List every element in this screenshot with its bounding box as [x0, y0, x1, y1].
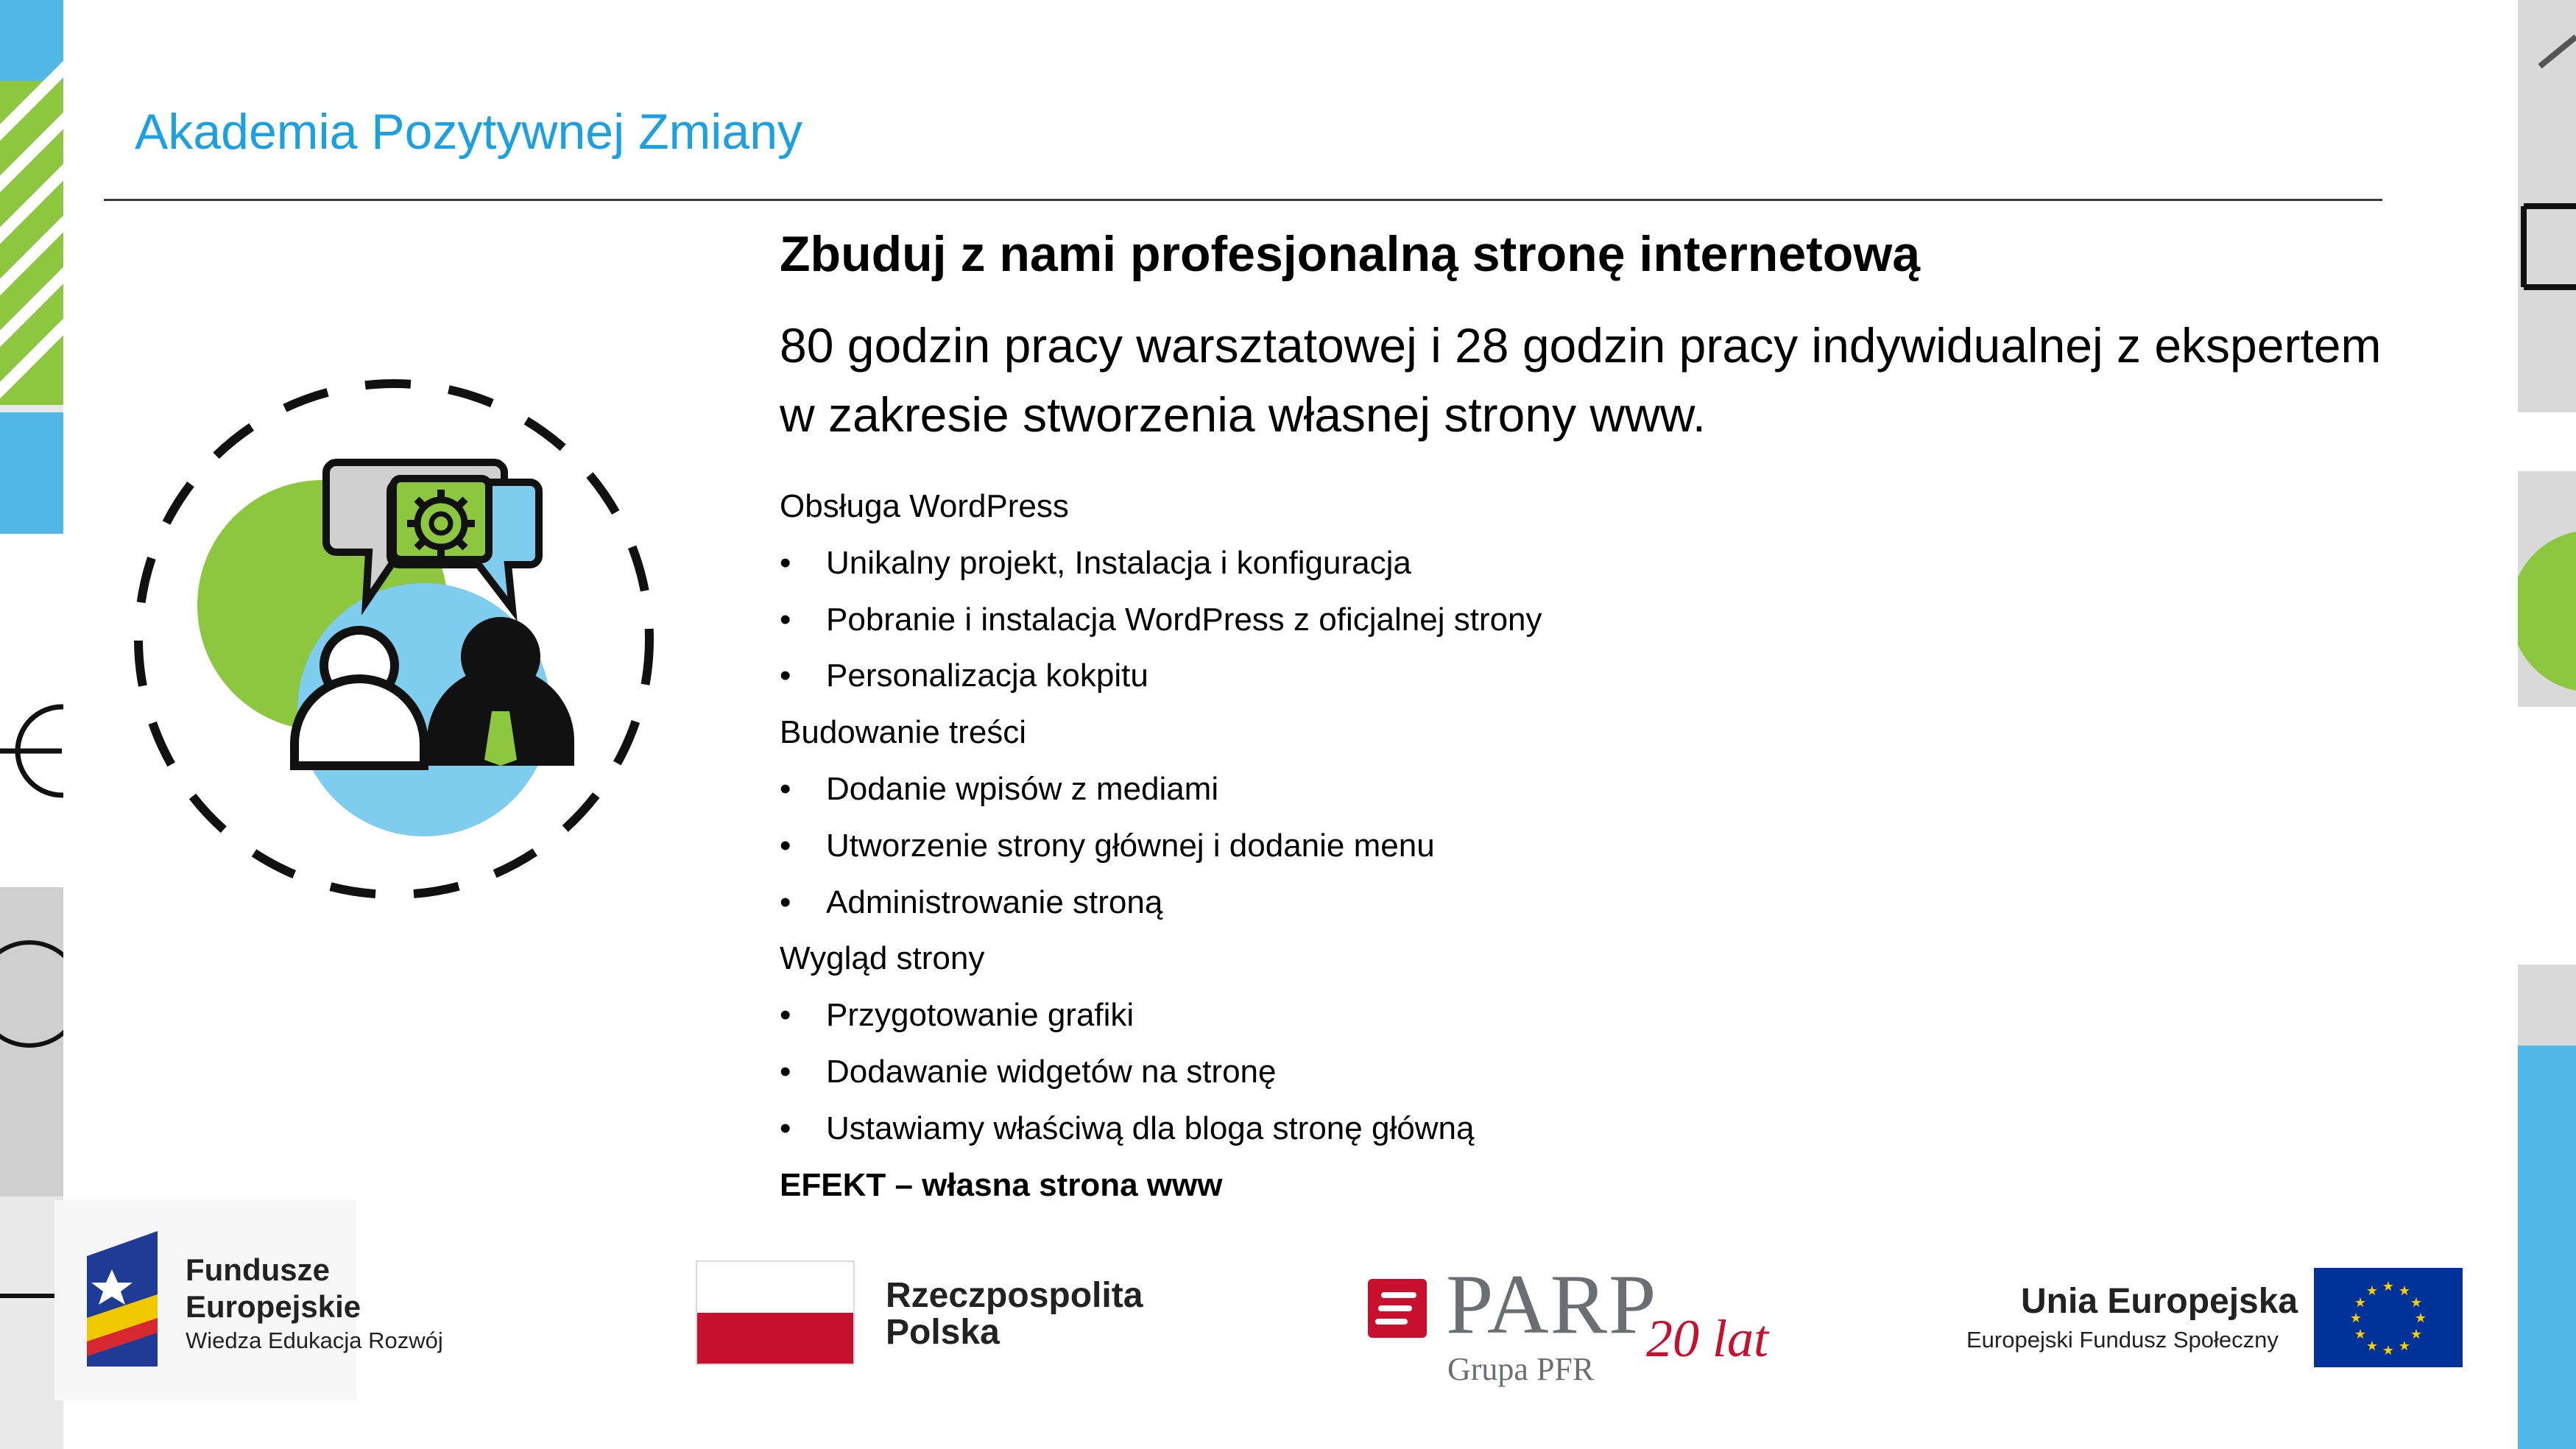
rp-logo-line1: Rzeczpospolita	[886, 1276, 1143, 1315]
svg-text:★: ★	[2382, 1279, 2395, 1294]
fe-logo-line2: Europejskie	[186, 1289, 361, 1324]
eu-stars	[2314, 1268, 2463, 1367]
ue-logo-subtitle: Europejski Fundusz Społeczny	[1966, 1327, 2279, 1353]
consultation-icon	[133, 368, 663, 928]
poland-flag-icon	[696, 1261, 855, 1365]
parp-logo-icon	[1368, 1279, 1427, 1338]
fe-logo-subtitle: Wiedza Edukacja Rozwój	[186, 1328, 443, 1353]
fe-logo-title	[186, 1252, 361, 1325]
svg-text:★: ★	[2354, 1327, 2367, 1342]
rp-logo-line2: Polska	[886, 1313, 1000, 1352]
list-item-text: Przygotowanie grafiki	[826, 997, 1135, 1034]
list-item-text: Utworzenie strony głównej i dodanie menu	[826, 827, 1435, 864]
list-item-text: Personalizacja kokpitu	[826, 657, 1148, 694]
svg-text:★: ★	[2398, 1339, 2411, 1354]
svg-text:★: ★	[2365, 1339, 2379, 1354]
list-item-text: Dodawanie widgetów na stronę	[826, 1053, 1277, 1090]
list-item	[780, 648, 2473, 705]
svg-text:★: ★	[2382, 1343, 2395, 1358]
list-item	[780, 818, 2473, 875]
list-item	[780, 1044, 2473, 1101]
svg-text:★: ★	[2414, 1311, 2427, 1326]
list-item-text: Dodanie wpisów z mediami	[826, 770, 1219, 807]
parp-anniversary: 20 lat	[1646, 1309, 1769, 1368]
fe-logo-icon	[87, 1231, 158, 1367]
list-item-text: Unikalny projekt, Instalacja i konfiguracja	[826, 544, 1411, 581]
list-item-text: Pobranie i instalacja WordPress z oficjalnej strony	[826, 601, 1542, 638]
rp-logo-text	[886, 1277, 1143, 1351]
list-item-text: Administrowanie stroną	[826, 884, 1163, 920]
parp-logo-text: PARP	[1446, 1258, 1658, 1352]
bullet: •	[780, 884, 791, 920]
bullet: •	[780, 1110, 791, 1146]
header-divider	[104, 199, 2382, 201]
list-item	[780, 987, 2473, 1044]
section-heading: Wygląd strony	[780, 940, 985, 977]
list-item	[780, 761, 2473, 818]
effect-text: EFEKT – własna strona www	[780, 1166, 1223, 1203]
list-item-text: Ustawiamy właściwą dla bloga stronę główną	[826, 1110, 1475, 1146]
bullet: •	[780, 997, 791, 1034]
bullet: •	[780, 657, 791, 694]
right-decoration	[2518, 0, 2576, 1449]
section-heading: Obsługa WordPress	[780, 488, 1069, 524]
bullet: •	[780, 827, 791, 864]
svg-text:★: ★	[2365, 1283, 2379, 1299]
svg-text:★: ★	[2354, 1295, 2367, 1311]
svg-text:★: ★	[2398, 1283, 2411, 1299]
fe-logo-line1: Fundusze	[186, 1252, 330, 1287]
bullet: •	[780, 770, 791, 807]
eu-flag-icon	[2314, 1268, 2463, 1367]
section-heading: Budowanie treści	[780, 714, 1027, 751]
parp-group: Grupa PFR	[1447, 1351, 1595, 1387]
intro-text: 80 godzin pracy warsztatowej i 28 godzin pracy indywidualnej z ekspertem w zakresie stworzenia własnej strony www.	[780, 318, 2382, 442]
bullet: •	[780, 1053, 791, 1090]
ue-logo-title: Unia Europejska	[2021, 1282, 2298, 1321]
list-item	[780, 592, 2473, 649]
bullet: •	[780, 601, 791, 638]
list-item	[780, 875, 2473, 931]
bullet: •	[780, 544, 791, 581]
svg-text:★: ★	[2410, 1295, 2423, 1311]
svg-text:★: ★	[2410, 1327, 2423, 1342]
headline: Zbuduj z nami profesjonalną stronę internetową	[780, 226, 1921, 282]
list-item	[780, 1101, 2473, 1157]
list-item	[780, 535, 2473, 592]
right-decoration-graphic	[2518, 0, 2576, 1449]
svg-text:★: ★	[2349, 1311, 2362, 1326]
page-title: Akademia Pozytywnej Zmiany	[135, 104, 803, 160]
main-content	[780, 221, 2473, 1213]
